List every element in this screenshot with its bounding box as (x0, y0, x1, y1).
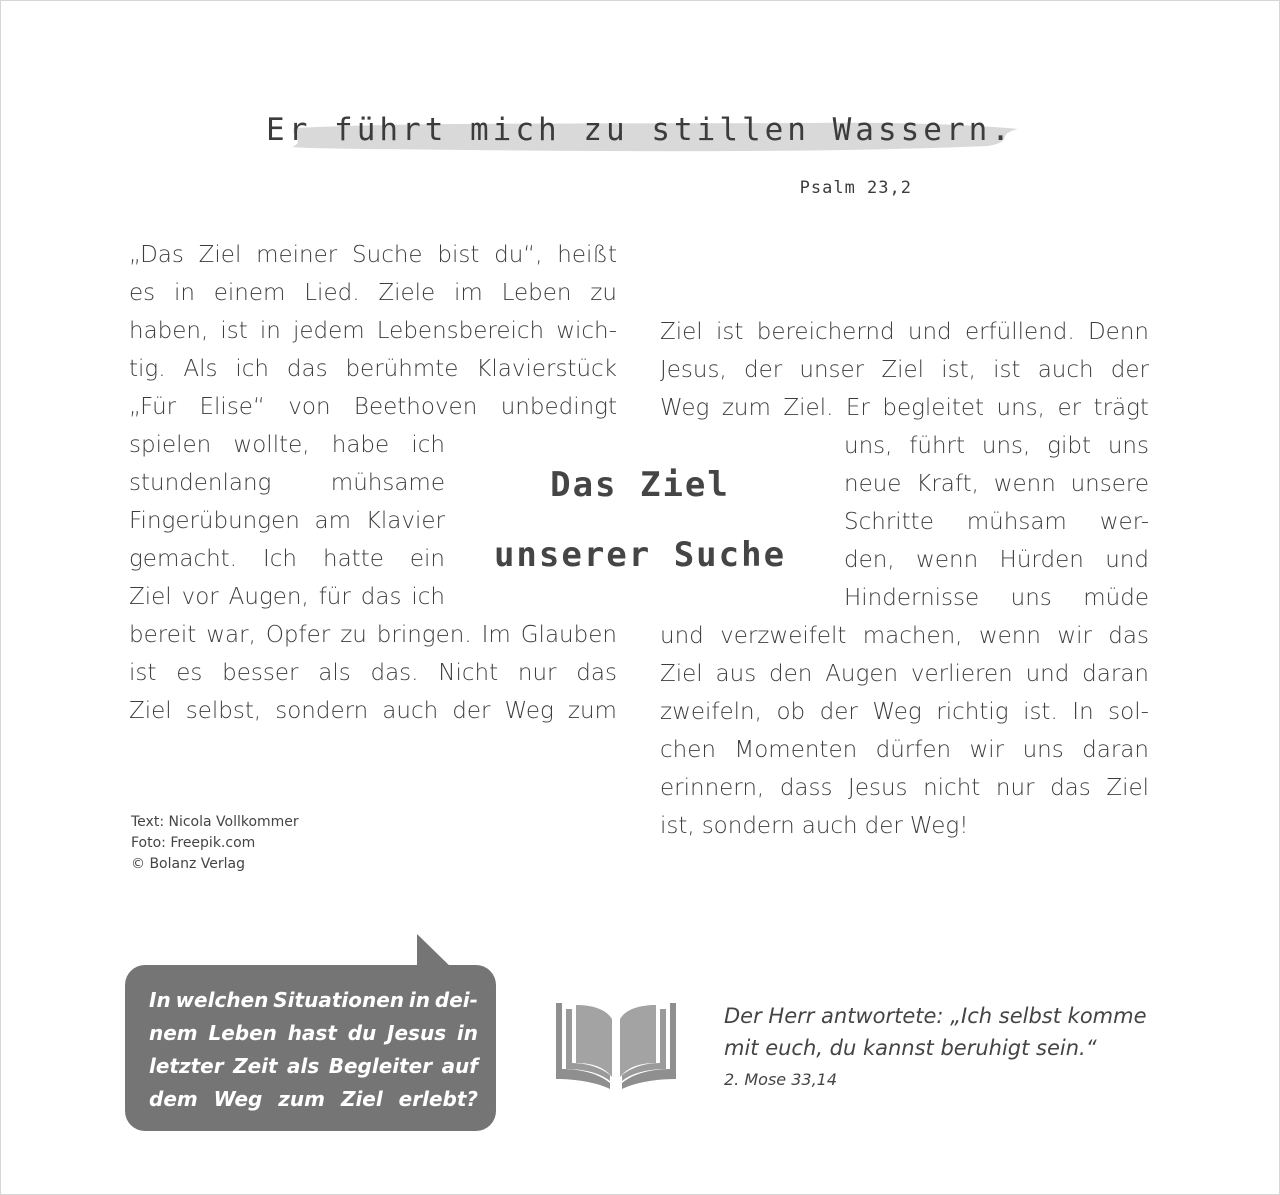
verse-text: Er führt mich zu stillen Wassern. (266, 112, 1014, 148)
text-line: es in einem Lied. Ziele im Leben zu (129, 280, 617, 306)
question-line: In welchen Situationen in dei- (149, 988, 478, 1012)
text-line: gemacht. Ich hatte ein (129, 546, 445, 572)
text-line: den, wenn Hürden und (844, 547, 1149, 573)
text-line: zweifeln, ob der Weg richtig ist. In sol- (660, 699, 1149, 725)
text-line: Schritte mühsam wer- (844, 509, 1149, 535)
heading-line-2: unserer Suche (493, 535, 787, 575)
text-line: Fingerübungen am Klavier (129, 508, 445, 534)
text-line: Weg zum Ziel. Er begleitet uns, er trägt (660, 395, 1149, 421)
credit-photo: Foto: Freepik.com (131, 835, 256, 851)
credit-text: Text: Nicola Vollkommer (131, 814, 299, 830)
text-line: Ziel selbst, sondern auch der Weg zum (129, 698, 617, 724)
text-line: neue Kraft, wenn unsere (844, 471, 1149, 497)
text-line: spielen wollte, habe ich (129, 432, 445, 458)
text-line: haben, ist in jedem Lebensbereich wich- (129, 318, 617, 344)
text-line: Ziel aus den Augen verlieren und daran (660, 661, 1149, 687)
text-line: erinnern, dass Jesus nicht nur das Ziel (660, 775, 1149, 801)
text-line: Jesus, der unser Ziel ist, ist auch der (660, 357, 1149, 383)
question-line: letzter Zeit als Begleiter auf (149, 1054, 478, 1078)
text-line: Hindernisse uns müde (844, 585, 1149, 611)
bible-quote-reference: 2. Mose 33,14 (724, 1070, 838, 1089)
text-line: tig. Als ich das berühmte Klavierstück (129, 356, 617, 382)
text-line: chen Momenten dürfen wir uns daran (660, 737, 1149, 763)
bible-quote-line-1: Der Herr antwortete: „Ich selbst komme (724, 1004, 1147, 1028)
text-line: stundenlang mühsame (129, 470, 445, 496)
heading-line-1: Das Ziel (550, 465, 730, 505)
bible-quote-line-2: mit euch, du kannst beruhigt sein.“ (724, 1036, 1097, 1060)
text-line: uns, führt uns, gibt uns (844, 433, 1149, 459)
text-line: „Für Elise“ von Beethoven unbedingt (129, 394, 617, 420)
text-line: Ziel ist bereichernd und erfüllend. Denn (660, 319, 1149, 345)
credit-publisher: © Bolanz Verlag (131, 856, 245, 872)
text-line: Ziel vor Augen, für das ich (129, 584, 445, 610)
open-book-icon (554, 997, 678, 1089)
text-line: ist es besser als das. Nicht nur das (129, 660, 617, 686)
verse-reference: Psalm 23,2 (799, 178, 912, 198)
text-line: ist, sondern auch der Weg! (660, 813, 969, 839)
question-line: dem Weg zum Ziel erlebt? (149, 1087, 478, 1111)
text-line: und verzweifelt machen, wenn wir das (660, 623, 1149, 649)
text-line: bereit war, Opfer zu bringen. Im Glauben (129, 622, 617, 648)
text-line: „Das Ziel meiner Suche bist du“, heißt (129, 242, 617, 268)
question-line: nem Leben hast du Jesus in (149, 1021, 478, 1045)
